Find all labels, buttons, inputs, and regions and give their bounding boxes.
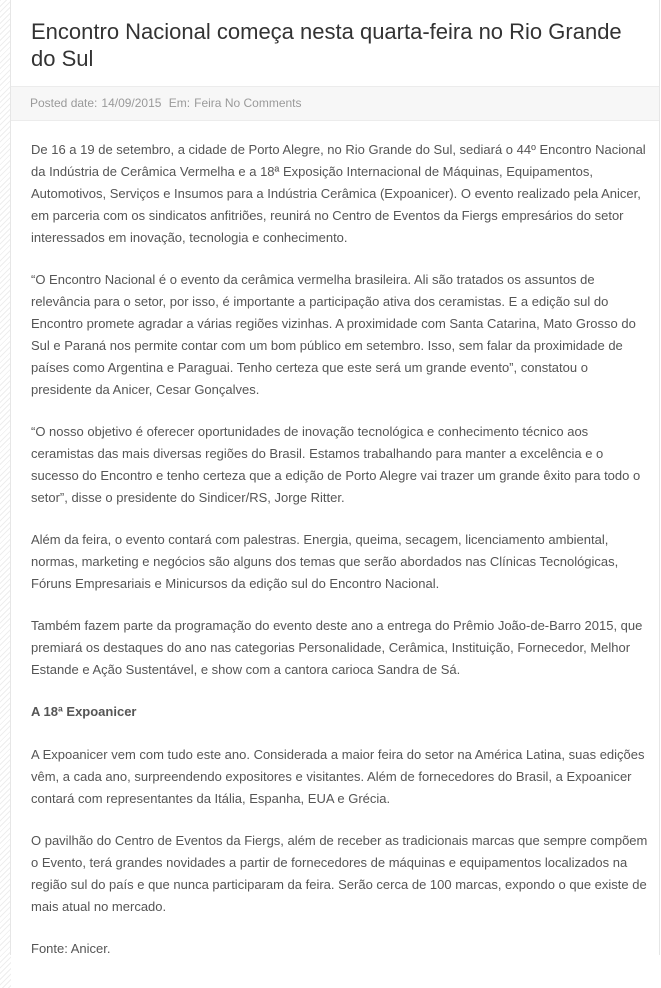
posted-date: 14/09/2015 xyxy=(101,96,162,110)
comments-link[interactable]: No Comments xyxy=(224,96,302,110)
article-body xyxy=(31,139,651,980)
source-credit: Fonte: Anicer. xyxy=(31,941,111,956)
section-heading: A 18ª Expoanicer xyxy=(31,704,137,719)
post-meta xyxy=(11,86,659,121)
paragraph: “O Encontro Nacional é o evento da cerâmica vermelha brasileira. Ali são tratados os assuntos de relevância para o setor, por isso, é importante a participação ativa dos ceramistas. E a edição sul do Encontro promete agradar a várias regiões vizinhas. A proximidade com Santa Catarina, Mato Grosso do Sul e Paraná nos permite contar com um bom público em setembro. Isso, sem falar da proximidade de países como Argentina e Paraguai. Tenho certeza que este será um grande evento”, constatou o presidente da Anicer, Cesar Gonçalves. xyxy=(31,272,636,397)
paragraph: A Expoanicer vem com tudo este ano. Considerada a maior feira do setor na América Latina, suas edições vêm, a cada ano, surpreendendo expositores e visitantes. Além de fornecedores do Brasil, a Expoanicer contará com representantes da Itália, Espanha, EUA e Grécia. xyxy=(31,747,645,806)
paragraph: Além da feira, o evento contará com palestras. Energia, queima, secagem, licenciamento ambiental, normas, marketing e negócios são alguns dos temas que serão abordados nas Clínicas Tecnológicas, Fóruns Empresariais e Minicursos da edição sul do Encontro Nacional. xyxy=(31,532,619,591)
posted-label: Posted date: xyxy=(30,96,98,110)
paragraph: Também fazem parte da programação do evento deste ano a entrega do Prêmio João-de-Barro 2015, que premiará os destaques do ano nas categorias Personalidade, Cerâmica, Instituição, Fornecedor, Melhor Estande e Ação Sustentável, e show com a cantora carioca Sandra de Sá. xyxy=(31,618,643,677)
article-title: Encontro Nacional começa nesta quarta-feira no Rio Grande do Sul xyxy=(31,19,622,71)
paragraph: “O nosso objetivo é oferecer oportunidades de inovação tecnológica e conhecimento técnico aos ceramistas das mais diversas regiões do Brasil. Estamos trabalhando para manter a excelência e o sucesso do Encontro e tenho certeza que a edição de Porto Alegre vai trazer um grande êxito para todo o setor”, disse o presidente do Sindicer/RS, Jorge Ritter. xyxy=(31,424,641,505)
paragraph: O pavilhão do Centro de Eventos da Fiergs, além de receber as tradicionais marcas que sempre compõem o Evento, terá grandes novidades a partir de fornecedores de máquinas e equipamentos localizados na região sul do país e que nunca participaram da feira. Serão cerca de 100 marcas, expondo o que existe de mais atual no mercado. xyxy=(31,833,648,914)
article-card xyxy=(10,0,660,955)
category-label: Em: xyxy=(168,96,191,110)
category-link[interactable]: Feira xyxy=(194,96,222,110)
paragraph: De 16 a 19 de setembro, a cidade de Porto Alegre, no Rio Grande do Sul, sediará o 44º Encontro Nacional da Indústria de Cerâmica Vermelha e a 18ª Exposição Internacional de Máquinas, Equipamentos, Automotivos, Serviços e Insumos para a Indústria Cerâmica (Expoanicer). O evento realizado pela Anicer, em parceria com os sindicatos anfitriões, reunirá no Centro de Eventos da Fiergs empresários do setor interessados em inovação, tecnologia e conhecimento. xyxy=(31,142,646,245)
